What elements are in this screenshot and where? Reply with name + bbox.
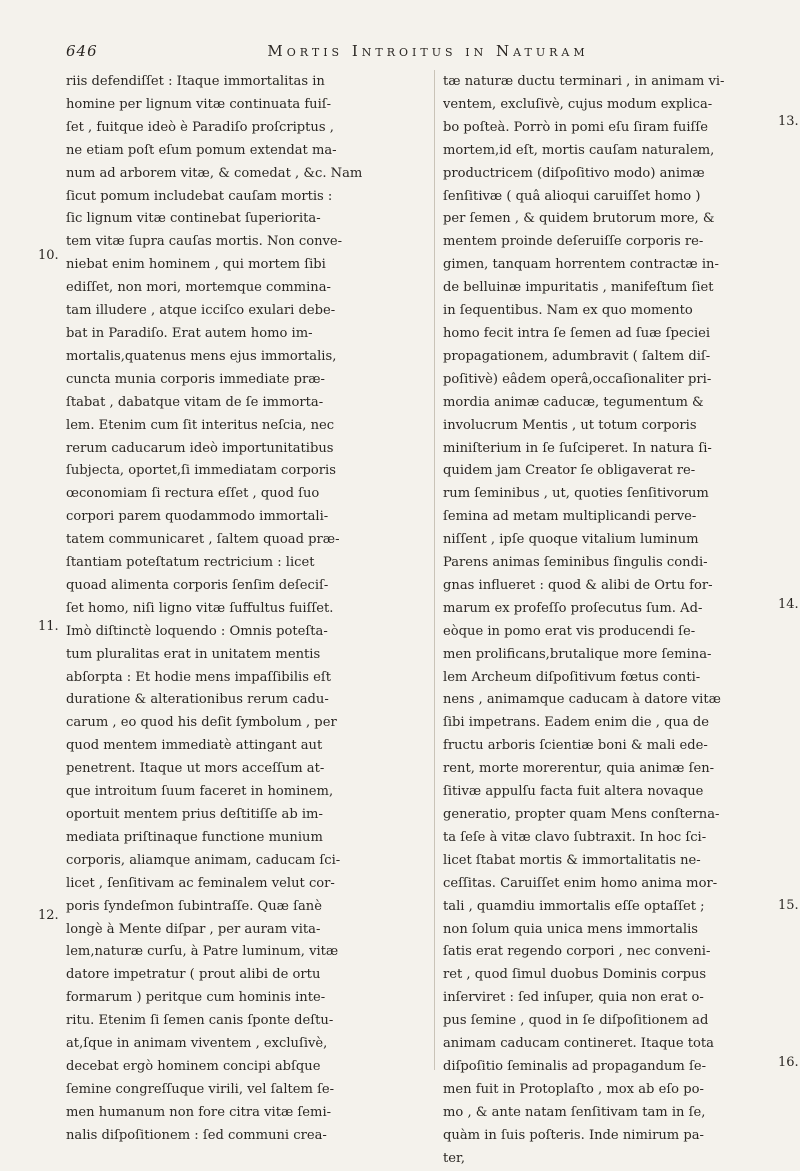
text-line: rerum caducarum ideò importunitatibus [66,440,334,456]
running-header [66,42,766,66]
margin-number: 13. [778,114,799,129]
text-line: ta ſeſe à vitæ clavo ſubtraxit. In hoc ſci- [443,829,707,845]
text-line: ſibi impetrans. Eadem enim die , qua de [443,715,710,731]
text-line: lem,naturæ curſu, à Patre luminum, vitæ [66,944,339,960]
text-line: bat in Paradiſo. Erat autem homo im- [66,325,313,341]
text-line: men fuit in Protoplaſto , mox ab eſo po- [443,1081,704,1097]
text-line: ſic lignum vitæ continebat ſuperiorita- [66,211,321,227]
text-line: ſenſitivæ ( quâ alioqui caruiſſet homo ) [443,188,701,204]
text-line: ne etiam poſt eſum pomum extendat ma- [66,142,337,158]
text-line: in ſequentibus. Nam ex quo momento [443,303,693,319]
text-line: longè à Mente diſpar , per auram vita- [66,921,321,937]
text-line: diſpoſitio ſeminalis ad propagandum ſe- [443,1058,707,1074]
margin-number: 11. [38,619,59,634]
text-line: ſtantiam poteſtatum rectricium : licet [66,555,315,571]
running-title: Mortis Introitus in Naturam [267,42,589,60]
text-line: nalis diſpoſitionem : ſed communi crea- [66,1127,327,1143]
text-line: gimen, tanquam horrentem contractæ in- [443,257,719,273]
right-column [443,71,773,1171]
text-line: miniſterium in ſe ſuſciperet. In natura ſi- [443,440,712,456]
text-line: de belluinæ impuritatis , manifeſtum ſiet [443,280,714,296]
text-line: rum ſeminibus , ut, quoties ſenſitivorum [443,486,709,502]
text-line: mo , & ante natam ſenſitivam tam in ſe, [443,1104,706,1120]
text-line: tali , quamdiu immortalis eſſe optaſſet ; [443,898,705,914]
text-line: oportuit mentem prius deſtitiſſe ab im- [66,807,323,822]
text-line: animam caducam contineret. Itaque tota [443,1036,714,1052]
margin-number: 12. [38,908,59,923]
text-line: tam illudere , atque icciſco exulari debe- [66,303,336,319]
text-line: pus ſemine , quod in ſe diſpoſitionem ad [443,1013,709,1029]
text-line: men humanum non fore citra vitæ ſemi- [66,1104,332,1120]
text-line: cuncta munia corporis immediate præ- [66,371,325,387]
text-line: tæ naturæ ductu terminari , in animam vi- [443,74,725,89]
text-line: ediſſet, non mori, mortemque commina- [66,280,331,296]
text-line: penetrent. Itaque ut mors acceſſum at- [66,761,325,777]
text-line: quod mentem immediatè attingant aut [66,738,323,754]
text-line: que introitum ſuum faceret in hominem, [66,784,334,800]
text-line: poris ſyndeſmon ſubintraſſe. Quæ ſanè [66,898,322,914]
text-line: licet , ſenſitivam ac feminalem velut cor- [66,875,335,891]
margin-number: 16. [778,1055,799,1070]
text-line: mediata priſtinaque functione munium [66,829,323,845]
text-line: nens , animamque caducam à datore vitæ [443,692,721,708]
text-line: productricem (diſpoſitivo modo) animæ [443,165,705,181]
text-line: formarum ) peritque cum hominis inte- [66,990,326,1006]
text-line: ret , quod ſimul duobus Dominis corpus [443,967,707,983]
text-line: ſemine congreſſuque virili, vel ſaltem ſe- [66,1081,335,1097]
text-line: lem. Etenim cum ſit interitus neſcia, nec [66,417,335,433]
margin-number: 14. [778,597,799,612]
margin-number: 10. [38,248,59,263]
text-line: œconomiam ſi rectura eſſet , quod ſuo [66,486,320,502]
text-line: quidem jam Creator ſe obligaverat re- [443,463,696,479]
text-line: rent, morte morerentur, quia animæ ſen- [443,761,715,777]
text-line: ter, [443,1150,465,1166]
text-line: ventem, excluſivè, cujus modum explica- [443,96,713,112]
text-line: datore impetratur ( prout alibi de ortu [66,967,321,983]
text-line: bo poſteà. Porrò in pomi eſu ſiram fuiſſe [443,119,708,135]
text-line: mortalis,quatenus mens ejus immortalis, [66,348,337,364]
text-line: tem vitæ ſupra cauſas mortis. Non conve- [66,234,343,250]
text-line: ritu. Etenim ſi ſemen canis ſponte deſtu- [66,1013,334,1029]
text-line: niſſent , ipſe quoque vitalium luminum [443,532,699,548]
text-line: per ſemen , & quidem brutorum more, & [443,211,715,227]
text-line: at,ſque in animam viventem , excluſivè, [66,1036,328,1052]
text-line: Imò diſtinctè loquendo : Omnis poteſta- [66,623,328,639]
text-line: duratione & alterationibus rerum cadu- [66,692,329,708]
text-line: generatio, propter quam Mens conſterna- [443,807,720,822]
text-line: non ſolum quia unica mens immortalis [443,921,698,937]
text-line: Parens animas ſeminibus ſingulis condi- [443,555,708,571]
text-line: fructu arboris ſcientiæ boni & mali ede- [443,738,708,754]
text-line: gnas influeret : quod & alibi de Ortu for- [443,577,713,593]
text-line: homine per lignum vitæ continuata fuiſ- [66,96,332,112]
text-line: mordia animæ caducæ, tegumentum & [443,394,704,410]
text-line: eòque in pomo erat vis producendi ſe- [443,623,696,639]
text-line: homo fecit intra ſe ſemen ad ſuæ ſpeciei [443,325,711,341]
text-line: mortem,id eſt, mortis cauſam naturalem, [443,142,715,158]
page-number: 646 [66,42,98,60]
text-line: men prolificans,brutalique more ſemina- [443,646,712,662]
margin-number: 15. [778,898,799,913]
text-line: quoad alimenta corporis ſenſim deſeciſ- [66,577,329,593]
text-line: inſerviret : ſed inſuper, quia non erat o- [443,990,704,1006]
text-line: ceſſitas. Caruiſſet enim homo anima mor- [443,875,718,891]
text-line: ſemina ad metam multiplicandi perve- [443,509,697,525]
text-line: riis defendiſſet : Itaque immortalitas in [66,74,325,89]
text-line: corporis, aliamque animam, caducam ſci- [66,852,341,868]
left-column [66,71,428,1148]
text-line: licet ſtabat mortis & immortalitatis ne- [443,852,701,868]
text-line: marum ex profeſſo proſecutus ſum. Ad- [443,600,703,616]
text-line: carum , eo quod his deſit ſymbolum , per [66,715,337,731]
text-line: mentem proinde deſeruiſſe corporis re- [443,234,704,250]
text-line: ſicut pomum includebat cauſam mortis : [66,188,333,204]
text-line: propagationem, adumbravit ( ſaltem diſ- [443,348,711,364]
text-line: quàm in ſuis poſteris. Inde nimirum pa- [443,1127,704,1143]
text-line: ſatis erat regendo corpori , nec conveni- [443,944,711,960]
text-line: ſet , fuitque ideò è Paradiſo proſcriptus , [66,119,334,135]
text-line: tatem communicaret , ſaltem quoad præ- [66,532,340,548]
text-line: abſorpta : Et hodie mens impaſſibilis eſt [66,669,331,685]
text-line: ſtabat , dabatque vitam de ſe immorta- [66,394,324,410]
column-divider [434,70,435,1070]
text-line: lem Archeum diſpoſitivum fœtus conti- [443,669,701,685]
text-line: corpori parem quodammodo immortali- [66,509,329,525]
text-line: ſubjecta, oportet,ſi immediatam corporis [66,463,336,479]
text-line: ſitivæ appulſu facta fuit altera novaque [443,784,704,800]
text-line: num ad arborem vitæ, & comedat , &c. Nam [66,165,363,181]
text-line: decebat ergò hominem concipi abſque [66,1058,321,1074]
text-line: tum pluralitas erat in unitatem mentis [66,646,321,662]
text-line: niebat enim hominem , qui mortem ſibi [66,257,326,273]
text-line: ſet homo, niſi ligno vitæ ſuffultus fuiſſet. [66,600,334,616]
text-line: poſitivè) eâdem operâ,occaſionaliter pri- [443,371,712,387]
text-line: involucrum Mentis , ut totum corporis [443,417,697,433]
